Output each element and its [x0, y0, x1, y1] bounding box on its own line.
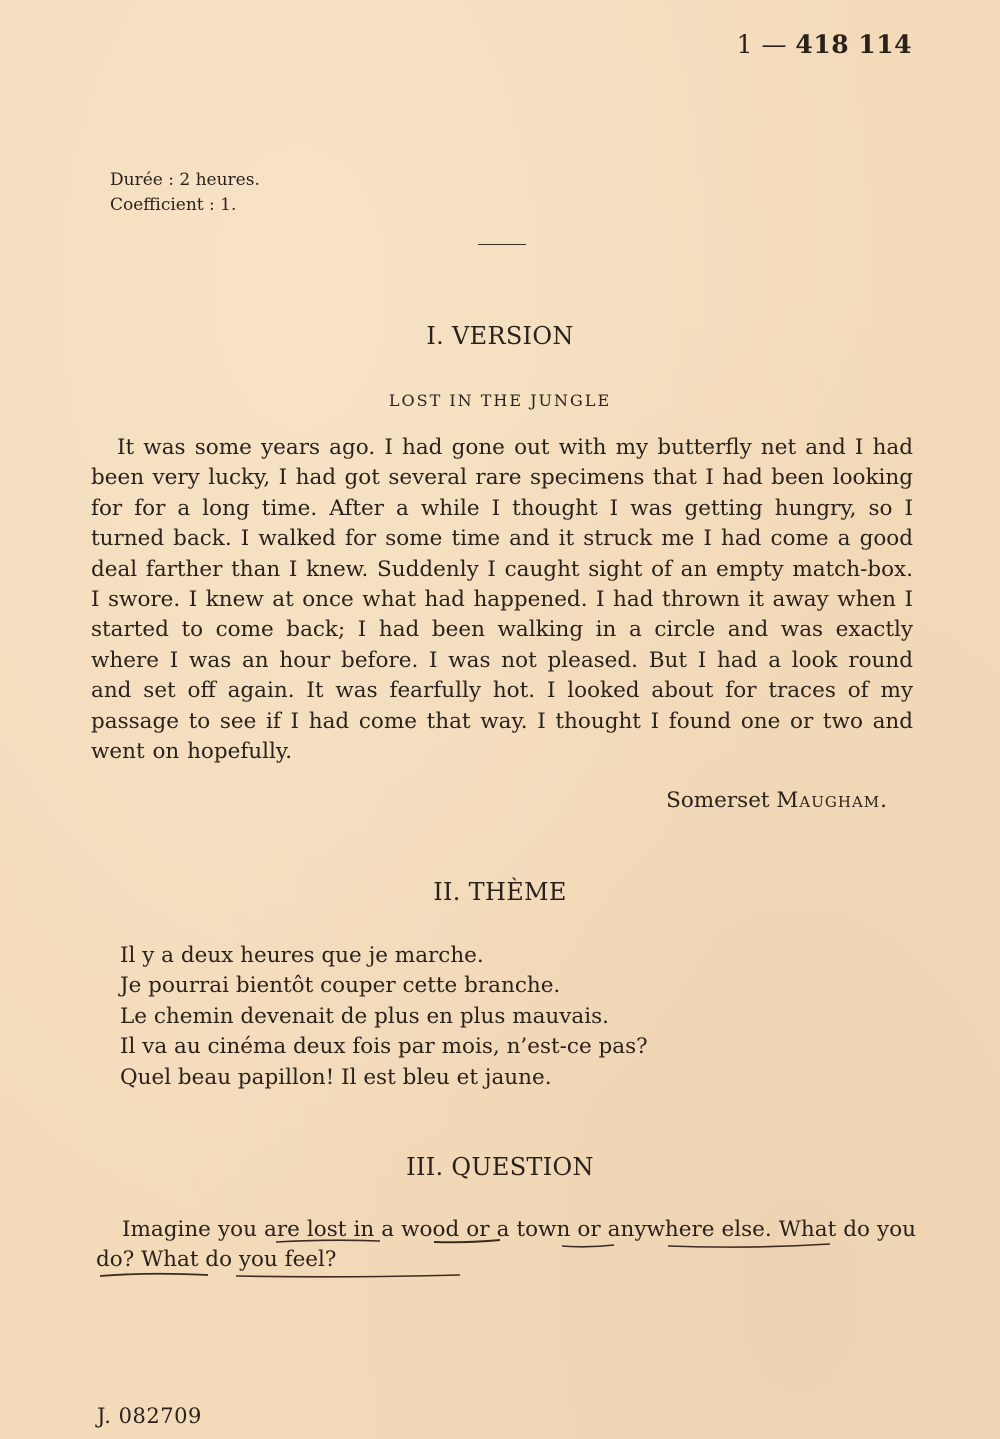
passage-title: LOST IN THE JUNGLE [388, 391, 612, 410]
theme-line: Le chemin devenait de plus en plus mauvais. [120, 1003, 609, 1029]
coefficient-text: Coefficient : 1. [110, 195, 237, 215]
section-title-question: III. QUESTION [406, 1153, 594, 1181]
underline-mark [434, 1240, 500, 1242]
underline-mark [100, 1274, 208, 1276]
theme-line: Il va au cinéma deux fois par mois, n’est-ce pas? [120, 1034, 648, 1060]
code-number: 418 114 [795, 30, 912, 59]
author-first-name: Somerset [666, 788, 770, 813]
theme-line: Il y a deux heures que je marche. [120, 943, 484, 968]
underline-mark [276, 1240, 380, 1242]
theme-line: Quel beau papillon! Il est bleu et jaune. [120, 1064, 552, 1090]
author-last-name: Maugham. [776, 788, 888, 813]
underline-mark [562, 1245, 614, 1247]
code-prefix: 1 — [736, 30, 787, 59]
duration-text: Durée : 2 heures. [110, 170, 260, 190]
section-title-theme: II. THÈME [433, 878, 567, 906]
underline-mark [668, 1244, 830, 1247]
section-title-version: I. VERSION [426, 322, 574, 350]
underline-mark [236, 1275, 460, 1277]
version-passage: It was some years ago. I had gone out with my butterfly net and I had been very lucky, I had got several rare specimens that I had been looking for for a long time. After a while I thought I was getting hungry, so I turned back. I walked for some time and it struck me I had come a good deal farther than I knew. Suddenly I caught sight of an empty match-box. I swore. I knew at once what had happened. I had thrown it away when I started to come back; I had been walking in a circle and was exactly where I was an hour before. I was not pleased. But I had a look round and set off again. It was fearfully hot. I looked about for traces of my passage to see if I had come that way. I thought I found one or two and went on hopefully. [91, 435, 913, 765]
footer-reference: J. 082709 [97, 1404, 202, 1428]
theme-line: Je pourrai bientôt couper cette branche. [120, 973, 561, 999]
question-text: Imagine you are lost in a wood or a town or anywhere else. What do you do? What do you feel? [96, 1217, 916, 1273]
